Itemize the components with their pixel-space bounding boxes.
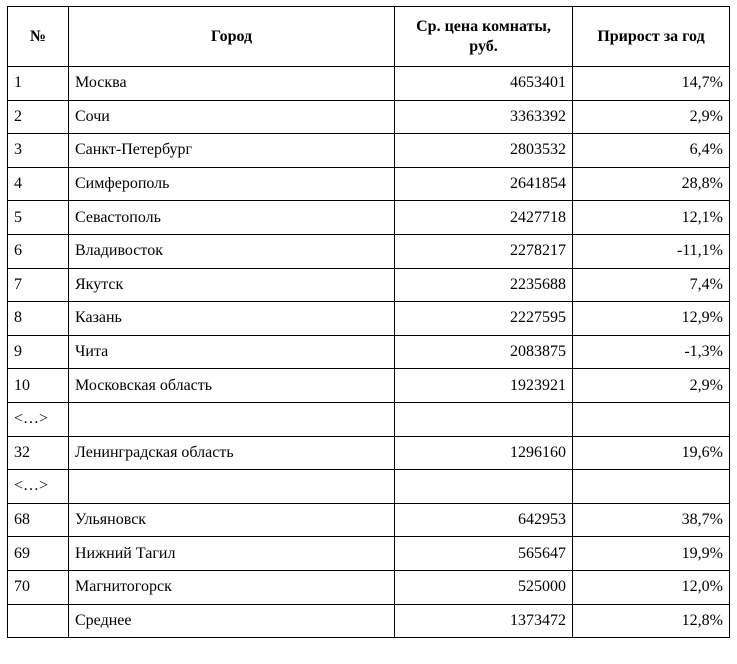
num-cell: 7	[8, 268, 69, 302]
num-cell: <…>	[8, 470, 69, 504]
price-cell: 565647	[395, 537, 573, 571]
price-cell	[395, 470, 573, 504]
growth-cell	[573, 402, 730, 436]
city-cell: Ленинградская область	[69, 436, 395, 470]
header-num: №	[8, 7, 69, 67]
growth-cell: 12,0%	[573, 570, 730, 604]
table-row	[8, 470, 730, 504]
city-cell: Севастополь	[69, 201, 395, 235]
table-row	[8, 369, 730, 403]
city-cell: Московская область	[69, 369, 395, 403]
table-row	[8, 234, 730, 268]
price-cell: 2427718	[395, 201, 573, 235]
num-cell: 8	[8, 302, 69, 336]
city-cell: Казань	[69, 302, 395, 336]
num-cell: 70	[8, 570, 69, 604]
growth-cell: 38,7%	[573, 503, 730, 537]
city-cell	[69, 402, 395, 436]
growth-cell: 19,9%	[573, 537, 730, 571]
header-growth: Прирост за год	[573, 7, 730, 67]
num-cell: 10	[8, 369, 69, 403]
growth-cell	[573, 470, 730, 504]
table-row	[8, 537, 730, 571]
table-header-row	[8, 7, 730, 67]
growth-cell: 2,9%	[573, 369, 730, 403]
growth-cell: -11,1%	[573, 234, 730, 268]
city-cell: Среднее	[69, 604, 395, 638]
num-cell: 1	[8, 67, 69, 101]
growth-cell: 12,8%	[573, 604, 730, 638]
growth-cell: 6,4%	[573, 134, 730, 168]
table-row	[8, 67, 730, 101]
num-cell: 3	[8, 134, 69, 168]
price-cell: 2803532	[395, 134, 573, 168]
table-row	[8, 134, 730, 168]
price-cell: 1296160	[395, 436, 573, 470]
price-cell: 2235688	[395, 268, 573, 302]
city-cell: Сочи	[69, 100, 395, 134]
price-cell: 642953	[395, 503, 573, 537]
table-row	[8, 570, 730, 604]
num-cell: 68	[8, 503, 69, 537]
growth-cell: 12,9%	[573, 302, 730, 336]
num-cell: 6	[8, 234, 69, 268]
table-row	[8, 268, 730, 302]
city-cell: Москва	[69, 67, 395, 101]
table-row	[8, 402, 730, 436]
price-cell: 2278217	[395, 234, 573, 268]
header-city: Город	[69, 7, 395, 67]
num-cell: 2	[8, 100, 69, 134]
city-cell: Нижний Тагил	[69, 537, 395, 571]
table-row	[8, 604, 730, 638]
num-cell: <…>	[8, 402, 69, 436]
price-cell: 1373472	[395, 604, 573, 638]
num-cell: 69	[8, 537, 69, 571]
city-cell: Санкт-Петербург	[69, 134, 395, 168]
num-cell	[8, 604, 69, 638]
city-cell: Чита	[69, 335, 395, 369]
growth-cell: 2,9%	[573, 100, 730, 134]
table-row	[8, 302, 730, 336]
city-cell: Якутск	[69, 268, 395, 302]
price-cell: 1923921	[395, 369, 573, 403]
price-cell: 525000	[395, 570, 573, 604]
price-cell: 2083875	[395, 335, 573, 369]
city-cell	[69, 470, 395, 504]
num-cell: 4	[8, 167, 69, 201]
growth-cell: 7,4%	[573, 268, 730, 302]
city-cell: Ульяновск	[69, 503, 395, 537]
city-cell: Магнитогорск	[69, 570, 395, 604]
num-cell: 5	[8, 201, 69, 235]
num-cell: 9	[8, 335, 69, 369]
price-cell	[395, 402, 573, 436]
table-row	[8, 335, 730, 369]
city-cell: Симферополь	[69, 167, 395, 201]
table-row	[8, 100, 730, 134]
growth-cell: 14,7%	[573, 67, 730, 101]
table-row	[8, 436, 730, 470]
price-cell: 3363392	[395, 100, 573, 134]
num-cell: 32	[8, 436, 69, 470]
price-cell: 2641854	[395, 167, 573, 201]
growth-cell: 12,1%	[573, 201, 730, 235]
table-row	[8, 503, 730, 537]
table-row	[8, 201, 730, 235]
table-body	[8, 67, 730, 638]
city-cell: Владивосток	[69, 234, 395, 268]
price-cell: 4653401	[395, 67, 573, 101]
growth-cell: 28,8%	[573, 167, 730, 201]
table-row	[8, 167, 730, 201]
price-cell: 2227595	[395, 302, 573, 336]
growth-cell: -1,3%	[573, 335, 730, 369]
header-price: Ср. цена комнаты, руб.	[395, 7, 573, 67]
growth-cell: 19,6%	[573, 436, 730, 470]
city-room-price-table	[7, 6, 730, 638]
